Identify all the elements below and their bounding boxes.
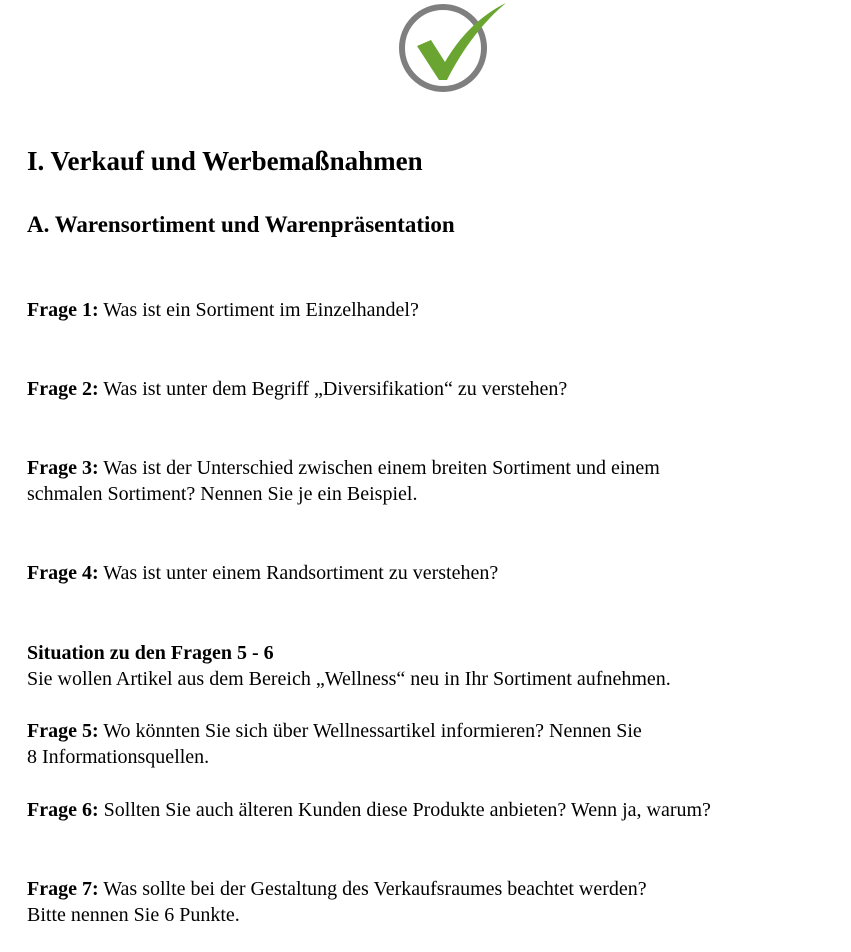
page-title: I. Verkauf und Werbemaßnahmen xyxy=(27,146,423,176)
question-label: Frage 6: xyxy=(27,799,99,821)
question-label: Frage 2: xyxy=(27,378,99,400)
question-5 xyxy=(27,718,827,770)
question-7 xyxy=(27,876,827,928)
question-text: Was ist ein Sortiment im Einzelhandel? xyxy=(103,299,419,321)
question-label: Frage 5: xyxy=(27,720,99,742)
situation-title: Situation zu den Fragen 5 - 6 xyxy=(27,642,274,664)
question-label: Frage 7: xyxy=(27,878,99,900)
question-text: Was ist unter einem Randsortiment zu verstehen? xyxy=(103,562,499,584)
question-text-line2: schmalen Sortiment? Nennen Sie je ein Beispiel. xyxy=(27,483,418,505)
question-label: Frage 3: xyxy=(27,457,99,479)
question-label: Frage 4: xyxy=(27,562,99,584)
question-text: Was ist unter dem Begriff „Diversifikation“ zu verstehen? xyxy=(103,378,568,400)
question-text-line2: 8 Informationsquellen. xyxy=(27,746,210,768)
situation-text: Sie wollen Artikel aus dem Bereich „Wellness“ neu in Ihr Sortiment aufnehmen. xyxy=(27,668,671,690)
situation-block xyxy=(27,640,827,692)
question-text-line1: Wo könnten Sie sich über Wellnessartikel informieren? Nennen Sie xyxy=(103,720,642,742)
question-4 xyxy=(27,560,827,586)
question-6 xyxy=(27,797,827,823)
question-3 xyxy=(27,455,827,507)
section-title: A. Warensortiment und Warenpräsentation xyxy=(27,212,455,237)
question-1 xyxy=(27,297,827,323)
question-label: Frage 1: xyxy=(27,299,99,321)
question-2 xyxy=(27,376,827,402)
checkmark-circle-logo xyxy=(393,0,513,100)
question-text: Sollten Sie auch älteren Kunden diese Produkte anbieten? Wenn ja, warum? xyxy=(103,799,711,821)
question-text-line1: Was sollte bei der Gestaltung des Verkaufsraumes beachtet werden? xyxy=(103,878,647,900)
question-text-line2: Bitte nennen Sie 6 Punkte. xyxy=(27,904,240,926)
question-text-line1: Was ist der Unterschied zwischen einem breiten Sortiment und einem xyxy=(103,457,660,479)
